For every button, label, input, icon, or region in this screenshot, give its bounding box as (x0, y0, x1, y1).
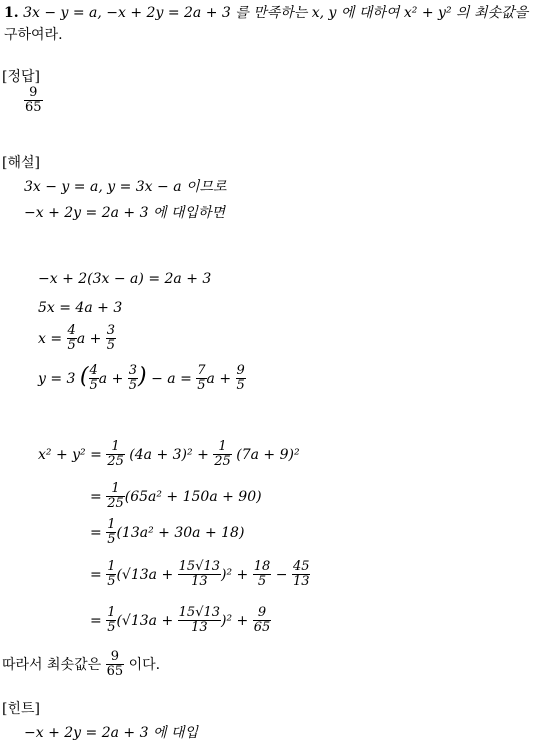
frac-den: 5 (257, 574, 267, 590)
frac-num: 1 (107, 559, 116, 574)
frac-num: 15√13 (178, 605, 221, 620)
frac-den: 5 (197, 378, 206, 394)
frac-num: 3 (106, 323, 116, 338)
answer-label: [정답] (2, 69, 40, 85)
solution-label: [해설] (2, 155, 40, 171)
expand-4-t3: − (275, 566, 288, 583)
frac-num: 1 (106, 440, 125, 455)
conclusion-denominator: 65 (106, 664, 124, 680)
expand-2 (90, 482, 262, 512)
step-4-a2: a + (206, 370, 232, 387)
frac-den: 5 (107, 532, 116, 548)
step-3-mid: a + (76, 330, 102, 347)
frac-den: 25 (107, 454, 124, 470)
expand-4-t2: )² + (221, 566, 249, 583)
frac-den: 13 (191, 620, 208, 636)
expand-1 (38, 440, 300, 470)
problem-line-2: 구하여라. (4, 27, 63, 43)
step-2: 5x = 4a + 3 (38, 300, 123, 316)
frac-num: 3 (128, 363, 138, 378)
expand-1-t1: (4a + 3)² + (129, 446, 209, 463)
step-4-mid: − a = (151, 370, 192, 387)
frac-num: 18 (253, 559, 271, 574)
expand-5-t2: )² + (221, 612, 249, 629)
problem-text-1: 3x − y = a, −x + 2y = 2a + 3 를 만족하는 x, y 에 대하여 x² + y² 의 최솟값을 (23, 5, 529, 21)
answer-numerator: 9 (24, 86, 43, 101)
frac-den: 5 (107, 574, 116, 590)
problem-line-1 (4, 6, 528, 20)
problem-number: 1. (4, 5, 19, 21)
conclusion-post: 이다. (128, 656, 161, 673)
frac-den: 13 (191, 574, 208, 590)
expand-5 (90, 606, 271, 636)
step-4-a1: a + (98, 370, 124, 387)
frac-den: 5 (128, 378, 138, 394)
eq-sign: = (90, 566, 102, 583)
frac-den: 5 (236, 378, 245, 394)
frac-num: 4 (67, 323, 76, 338)
frac-den: 25 (107, 496, 124, 512)
eq-sign: = (90, 488, 102, 505)
step-1: −x + 2(3x − a) = 2a + 3 (38, 271, 212, 287)
expand-4 (90, 560, 310, 590)
frac-den: 5 (106, 338, 116, 354)
frac-num: 4 (89, 363, 98, 378)
expand-3-t: (13a² + 30a + 18) (116, 524, 245, 541)
frac-den: 5 (89, 378, 98, 394)
conclusion-numerator: 9 (106, 650, 125, 665)
frac-num: 15√13 (178, 559, 221, 574)
solution-line-2: −x + 2y = 2a + 3 에 대입하면 (24, 205, 226, 221)
frac-num: 1 (107, 517, 116, 532)
expand-1-t2: (7a + 9)² (236, 446, 300, 463)
frac-num: 9 (253, 606, 272, 621)
expand-1-lhs: x² + y² = (38, 446, 102, 463)
hint-label: [힌트] (2, 701, 40, 717)
conclusion (2, 650, 160, 680)
step-4: y = 3 ( $\frac{4}{5}$ a + $\frac{3}{5}$ ) − a = $\frac{7}{5}$ a + $\frac{9}{5}$ (38, 363, 245, 394)
expand-3 (90, 518, 244, 548)
frac-den: 13 (292, 574, 310, 590)
answer-denominator: 65 (25, 100, 42, 116)
expand-2-t: (65a² + 150a + 90) (124, 488, 262, 505)
step-4-lhs: y = 3 (38, 370, 76, 387)
frac-num: 1 (106, 482, 125, 497)
hint-text: −x + 2y = 2a + 3 에 대입 (24, 725, 198, 741)
expand-4-t1: (√13a + (116, 566, 174, 583)
answer-fraction (24, 86, 43, 116)
frac-num: 1 (107, 605, 116, 620)
frac-num: 45 (292, 559, 310, 574)
eq-sign: = (90, 524, 102, 541)
conclusion-pre: 따라서 최솟값은 (2, 656, 102, 673)
eq-sign: = (90, 612, 102, 629)
frac-num: 1 (213, 440, 232, 455)
solution-line-1: 3x − y = a, y = 3x − a 이므로 (24, 179, 227, 195)
frac-den: 65 (253, 620, 271, 636)
frac-den: 5 (107, 620, 116, 636)
step-3 (38, 324, 116, 354)
frac-num: 7 (197, 363, 206, 378)
frac-num: 9 (236, 363, 245, 378)
step-3-lhs: x = (38, 330, 63, 347)
frac-den: 5 (67, 338, 76, 354)
expand-5-t1: (√13a + (116, 612, 174, 629)
frac-den: 25 (214, 454, 231, 470)
